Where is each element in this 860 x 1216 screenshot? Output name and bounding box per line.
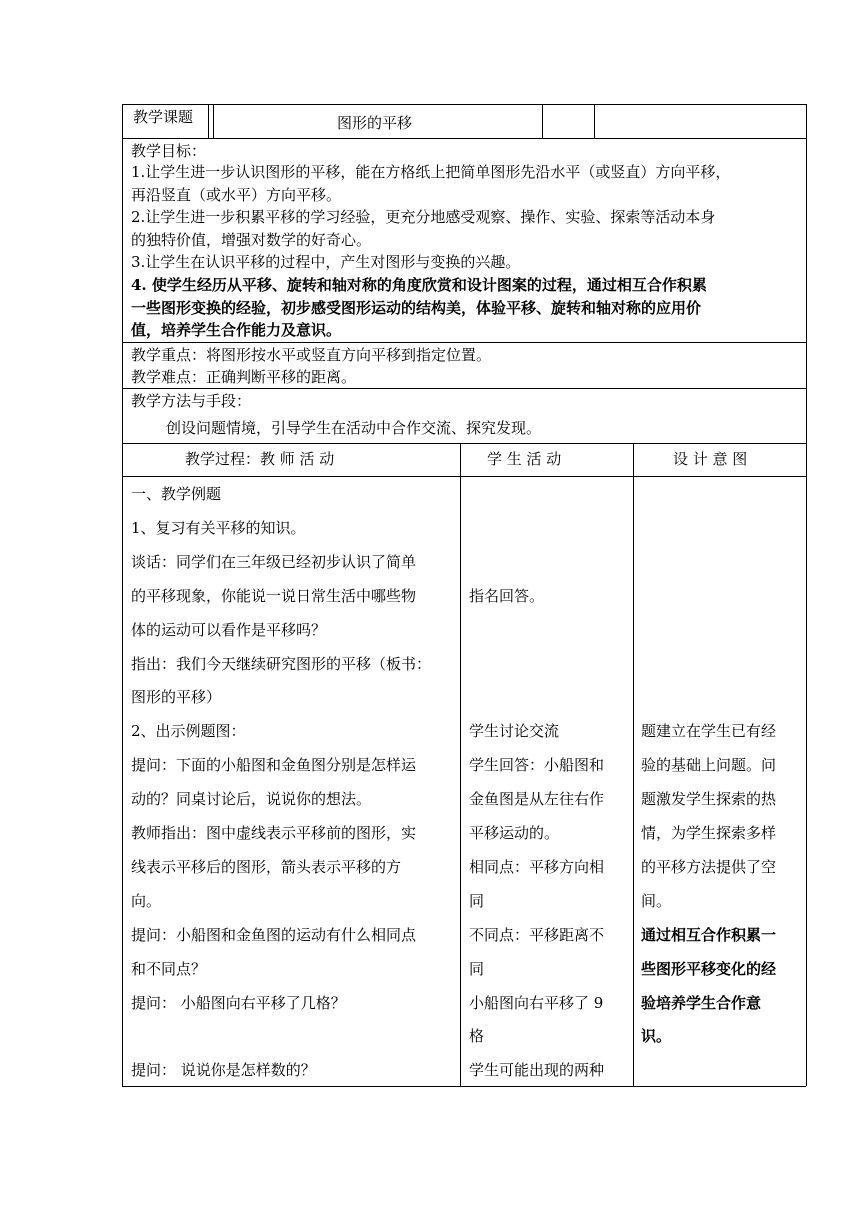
design-intent-line-bold: 识。 xyxy=(641,1027,672,1046)
teaching-difficulty: 教学难点：正确判断平移的距离。 xyxy=(131,368,357,386)
subject-label: 教学课题 xyxy=(133,108,194,126)
student-activity-line: 学生回答：小船图和 xyxy=(469,756,605,775)
objective-line: 3.让学生在认识平移的过程中，产生对图形与变换的兴趣。 xyxy=(131,253,521,272)
objective-line-bold: 值，培养学生合作能力及意识。 xyxy=(131,321,342,340)
methods-heading: 教学方法与手段： xyxy=(131,392,252,410)
teaching-focus: 教学重点：将图形按水平或竖直方向平移到指定位置。 xyxy=(131,346,492,364)
teacher-activity-line: 1、复习有关平移的知识。 xyxy=(131,518,306,537)
header-cell-divider xyxy=(594,104,595,138)
teacher-activity-line: 线表示平移后的图形，箭头表示平移的方 xyxy=(131,857,402,876)
teacher-activity-line: 2、出示例题图： xyxy=(131,722,246,741)
student-activity-line: 学生讨论交流 xyxy=(469,722,560,741)
teacher-activity-line: 图形的平移） xyxy=(131,688,222,707)
design-intent-line: 验的基础上问题。问 xyxy=(641,756,777,775)
teacher-activity-line: 谈话：同学们在三年级已经初步认识了简单 xyxy=(131,552,417,571)
student-activity-line: 相同点：平移方向相 xyxy=(469,857,605,876)
student-activity-line: 学生可能出现的两种 xyxy=(469,1061,605,1080)
teacher-activity-line: 动的？同桌讨论后，说说你的想法。 xyxy=(131,790,372,809)
teacher-activity-line: 的平移现象，你能说一说日常生活中哪些物 xyxy=(131,586,417,605)
methods-content: 创设问题情境，引导学生在活动中合作交流、探究发现。 xyxy=(166,419,542,437)
teacher-activity-line: 向。 xyxy=(131,891,162,910)
header-design-intent: 设 计 意 图 xyxy=(673,450,748,468)
objective-line-bold: 4. 使学生经历从平移、旋转和轴对称的角度欣赏和设计图案的过程，通过相互合作积累 xyxy=(131,276,707,294)
student-activity-line: 同 xyxy=(469,959,485,978)
row-divider xyxy=(122,342,806,343)
objective-line: 再沿竖直（或水平）方向平移。 xyxy=(131,185,342,204)
header-cell-divider xyxy=(208,104,209,138)
teacher-activity-line: 提问： 小船图向右平移了几格？ xyxy=(131,993,346,1012)
student-activity-line: 指名回答。 xyxy=(469,586,545,605)
design-intent-line: 的平移方法提供了空 xyxy=(641,857,777,876)
design-intent-line-bold: 些图形平移变化的经 xyxy=(641,959,777,978)
row-divider xyxy=(122,138,806,139)
header-student-activity: 学 生 活 动 xyxy=(487,450,562,468)
table-border-left xyxy=(122,104,123,1086)
design-intent-line: 题激发学生探索的热 xyxy=(641,790,777,809)
student-activity-line: 不同点：平移距离不 xyxy=(469,925,605,944)
student-activity-line: 平移运动的。 xyxy=(469,824,560,842)
design-intent-line-bold: 验培养学生合作意 xyxy=(641,993,762,1012)
teacher-activity-line: 一、教学例题 xyxy=(131,485,222,503)
teacher-activity-line: 和不同点？ xyxy=(131,959,207,978)
teacher-activity-line: 指出：我们今天继续研究图形的平移（板书： xyxy=(131,654,432,673)
header-cell-divider xyxy=(542,104,543,138)
student-activity-line: 格 xyxy=(469,1027,485,1046)
header-teacher-activity: 教学过程：教 师 活 动 xyxy=(185,450,335,468)
objective-line-bold: 一些图形变换的经验，初步感受图形运动的结构美，体验平移、旋转和轴对称的应用价 xyxy=(131,298,702,317)
table-border-bottom xyxy=(122,1086,806,1087)
table-border-top xyxy=(122,104,806,105)
teacher-activity-line: 提问： 说说你是怎样数的？ xyxy=(131,1061,316,1080)
teacher-activity-line: 教师指出：图中虚线表示平移前的图形，实 xyxy=(131,824,417,842)
student-activity-line: 小船图向右平移了 9 xyxy=(469,993,604,1012)
design-intent-line: 间。 xyxy=(641,891,672,910)
header-cell-divider xyxy=(213,104,214,138)
objective-line: 的独特价值，增强对数学的好奇心。 xyxy=(131,230,372,249)
row-divider xyxy=(122,388,806,389)
teacher-activity-line: 提问：下面的小船图和金鱼图分别是怎样运 xyxy=(131,756,417,775)
design-intent-line: 情，为学生探索多样 xyxy=(641,824,777,842)
table-border-right xyxy=(806,104,807,1086)
row-divider xyxy=(122,443,806,444)
objective-line: 1.让学生进一步认识图形的平移，能在方格纸上把简单图形先沿水平（或竖直）方向平移， xyxy=(131,163,731,181)
objectives-heading: 教学目标： xyxy=(131,142,207,160)
subject-value: 图形的平移 xyxy=(337,114,413,132)
design-intent-line: 题建立在学生已有经 xyxy=(641,722,777,741)
teacher-activity-line: 提问：小船图和金鱼图的运动有什么相同点 xyxy=(131,925,417,944)
design-intent-line-bold: 通过相互合作积累一 xyxy=(641,925,777,944)
row-divider xyxy=(122,476,806,477)
process-column-divider xyxy=(633,443,634,1086)
student-activity-line: 金鱼图是从左往右作 xyxy=(469,790,605,809)
process-column-divider xyxy=(460,443,461,1086)
teacher-activity-line: 体的运动可以看作是平移吗？ xyxy=(131,620,327,639)
objective-line: 2.让学生进一步积累平移的学习经验，更充分地感受观察、操作、实验、探索等活动本身 xyxy=(131,208,716,227)
student-activity-line: 同 xyxy=(469,891,485,910)
